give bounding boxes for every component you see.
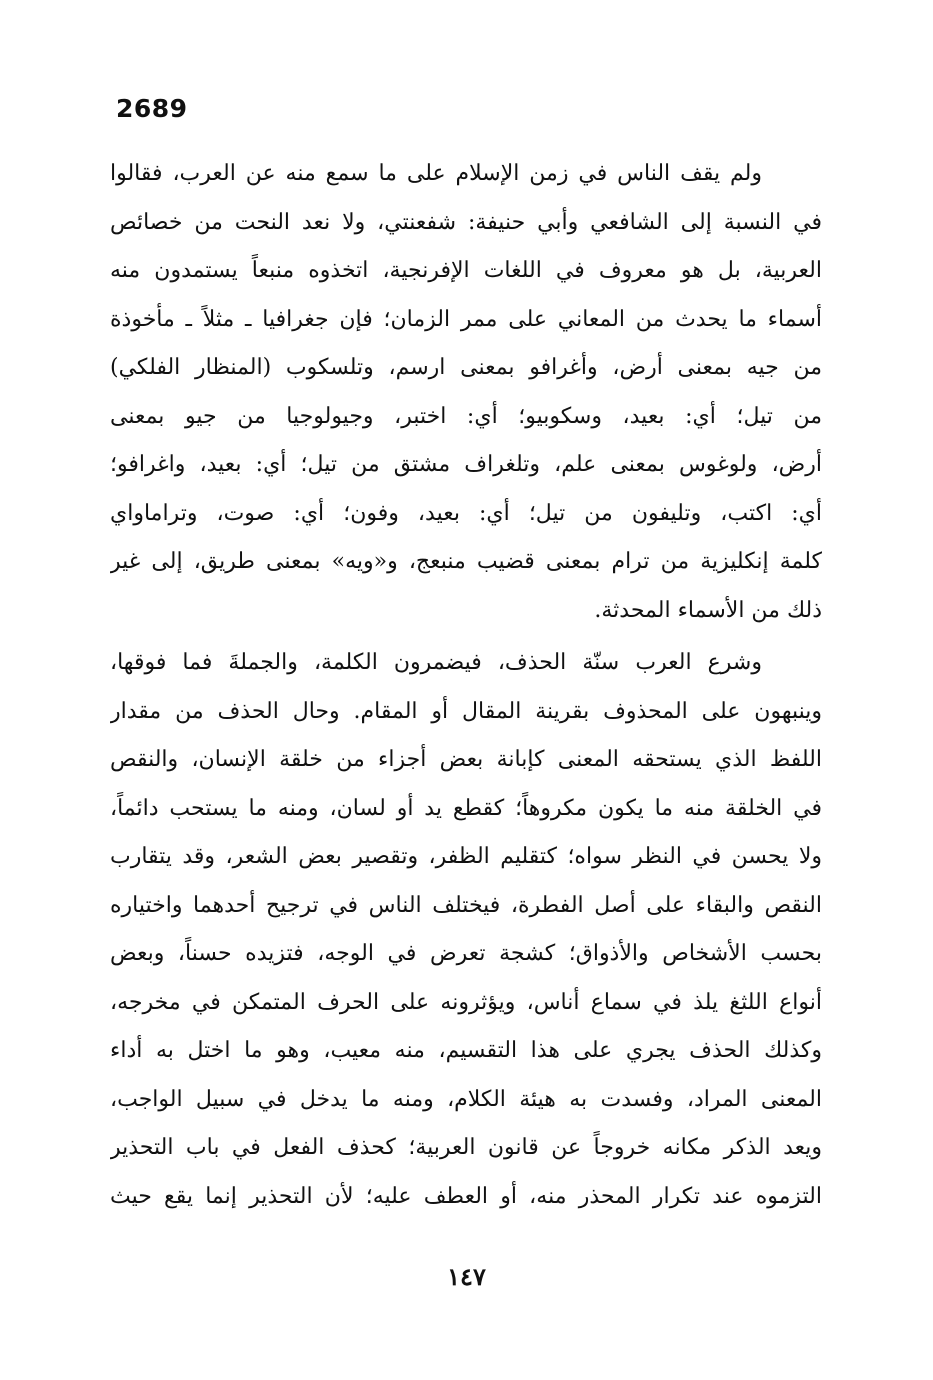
text-line: وشرع العرب سنّة الحذف، فيضمرون الكلمة، والجملةَ فما فوقها، [110,650,762,675]
text-line: أنواع اللثغ يلذ في سماع أناس، ويؤثرونه على الحرف المتمكن في مخرجه، [110,989,822,1015]
text-line: العربية، بل هو معروف في اللغات الإفرنجية، اتخذوه منبعاً يستمدون منه [110,258,822,283]
paragraph-2 [110,639,822,1221]
text-line: المعنى المراد، وفسدت به هيئة الكلام، ومنه ما يدخل في سبيل الواجب، [110,1086,822,1112]
text-line: ذلك من الأسماء المحدثة. [594,597,822,623]
text-line: ويعد الذكر مكانه خروجاً عن قانون العربية؛ كحذف الفعل في باب التحذير [110,1135,822,1160]
text-line: ولا يحسن في النظر سواه؛ كتقليم الظفر، وتقصير بعض الشعر، وقد يتقارب [110,844,822,869]
text-line: في الخلقة منه ما يكون مكروهاً؛ كقطع يد أو لسان، ومنه ما يستحب دائماً، [110,795,822,821]
text-line: من جيه بمعنى أرض، وأغرافو بمعنى ارسم، وتلسكوب (المنظار الفلكي) [110,355,822,380]
text-line: في النسبة إلى الشافعي وأبي حنيفة: شفعنتي، ولا نعد النحت من خصائص [110,209,822,235]
text-line: اللفظ الذي يستحقه المعنى كإبانة بعض أجزاء من خلقة الإنسان، والنقص [110,747,822,772]
body-text [110,150,822,1221]
text-line: من تيل؛ أي: بعيد، وسكوبيو؛ أي: اختبر، وجيولوجيا من جيو بمعنى [110,403,822,429]
text-line: وينبهون على المحذوف بقرينة المقال أو المقام. وحال الحذف من مقدار [110,698,822,724]
text-line: بحسب الأشخاص والأذواق؛ كشجة تعرض في الوجه، فتزيده حسناً، وبعض [110,941,822,966]
page-number-top: 2689 [116,94,188,123]
page-number-bottom: ١٤٧ [447,1262,486,1291]
text-line: كلمة إنكليزية من ترام بمعنى قضيب منبعج، و«ويه» بمعنى طريق، إلى غير [110,549,822,574]
text-line: ولم يقف الناس في زمن الإسلام على ما سمع منه عن العرب، فقالوا [110,161,762,186]
text-line: النقص والبقاء على أصل الفطرة، فيختلف الناس في ترجيح أحدهما واختياره [110,892,822,918]
text-line: وكذلك الحذف يجري على هذا التقسيم، منه معيب، وهو ما اختل به أداء [110,1038,822,1063]
paragraph-1 [110,150,822,635]
text-line: أسماء ما يحدث من المعاني على ممر الزمان؛ فإن جغرافيا ـ مثلاً ـ مأخوذة [110,306,822,332]
text-line: أرض، ولوغوس بمعنى علم، وتلغراف مشتق من تيل؛ أي: بعيد، واغرافو؛ [110,452,822,477]
text-line: التزموه عند تكرار المحذر منه، أو العطف عليه؛ لأن التحذير إنما يقع حيث [110,1183,822,1209]
text-line: أي: اكتب، وتليفون من تيل؛ أي: بعيد، وفون؛ أي: صوت، وتراماواي [110,500,822,526]
